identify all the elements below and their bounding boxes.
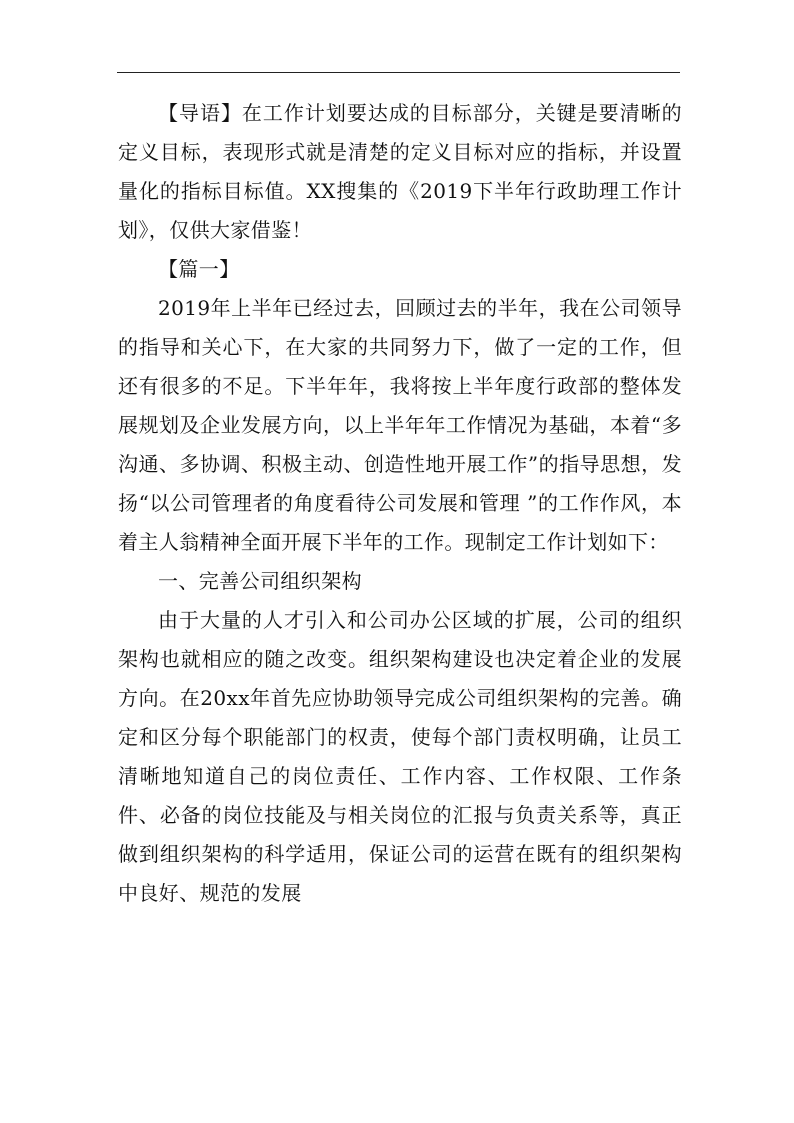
section-label: 【篇一】 bbox=[158, 257, 240, 281]
document-body bbox=[118, 94, 682, 913]
header-rule bbox=[117, 72, 680, 73]
body-paragraph-2: 由于大量的人才引入和公司办公区域的扩展，公司的组织架构也就相应的随之改变。组织架构建设也决定着企业的发展方向。在20xx年首先应协助领导完成公司组织架构的完善。确定和区分每个职能部门的权责，使每个部门责权明确，让员工清晰地知道自己的岗位责任、工作内容、工作权限、工作条件、必备的岗位技能及与相关岗位的汇报与负责关系等，真正做到组织架构的科学适用，保证公司的运营在既有的组织架构中良好、规范的发展 bbox=[118, 608, 682, 905]
body-paragraph-1: 2019年上半年已经过去，回顾过去的半年，我在公司领导的指导和关心下，在大家的共同努力下，做了一定的工作，但还有很多的不足。下半年年，我将按上半年度行政部的整体发展规划及企业发展方向，以上半年年工作情况为基础，本着“多沟通、多协调、积极主动、创造性地开展工作”的指导思想，发扬“以公司管理者的角度看待公司发展和管理 ”的工作作风，本着主人翁精神全面开展下半年的工作。现制定工作计划如下： bbox=[118, 296, 682, 554]
intro-paragraph: 【导语】在工作计划要达成的目标部分，关键是要清晰的定义目标，表现形式就是清楚的定义目标对应的指标，并设置量化的指标目标值。XX搜集的《2019下半年行政助理工作计划》，仅供大家借鉴！ bbox=[118, 101, 682, 242]
section-heading-1: 一、完善公司组织架构 bbox=[158, 569, 362, 593]
